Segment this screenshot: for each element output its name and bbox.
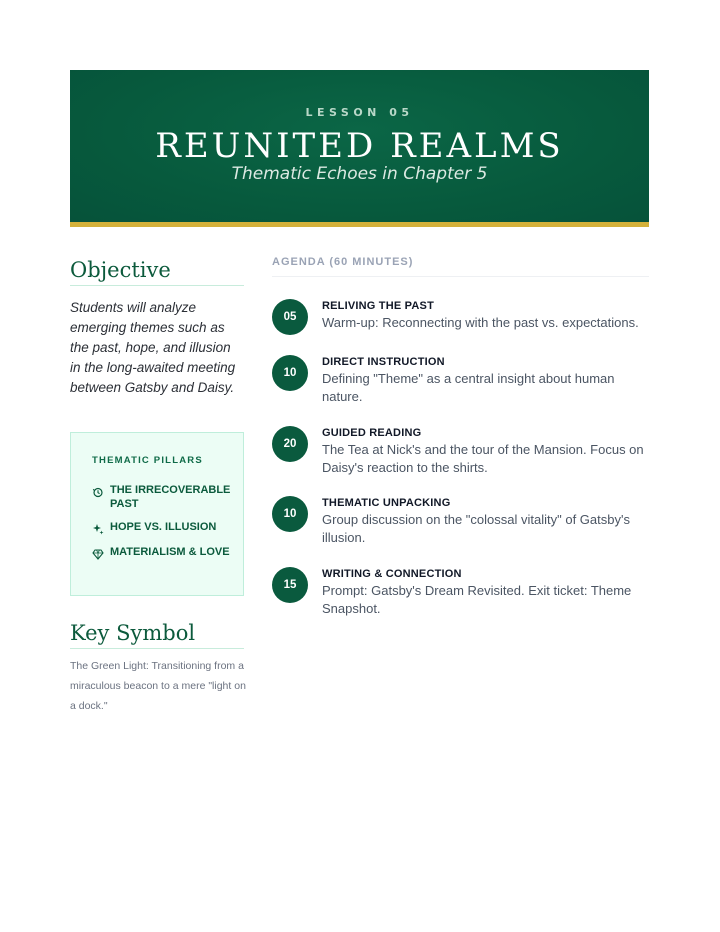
minutes-badge: 20	[272, 426, 308, 462]
pillar-label: HOPE VS. ILLUSION	[110, 521, 217, 533]
agenda-item-title: WRITING & CONNECTION	[322, 568, 462, 580]
thematic-pillars-box	[70, 432, 244, 596]
key-symbol-heading: Key Symbol	[70, 621, 244, 649]
pillar-item-hope	[92, 520, 232, 534]
agenda	[272, 256, 649, 616]
history-icon	[92, 485, 104, 497]
agenda-item-desc: Defining "Theme" as a central insight about human nature.	[322, 371, 615, 404]
minutes-badge: 10	[272, 355, 308, 391]
pillar-label: MATERIALISM & LOVE	[110, 546, 230, 558]
lesson-title: REUNITED REALMS	[155, 126, 564, 166]
agenda-item-title: THEMATIC UNPACKING	[322, 497, 451, 509]
sparkle-icon	[92, 522, 104, 534]
pillar-label: THE IRRECOVERABLE PAST	[110, 484, 231, 510]
pillar-item-materialism	[92, 545, 232, 559]
agenda-heading: AGENDA (60 MINUTES)	[272, 256, 649, 277]
gem-icon	[92, 547, 104, 559]
lesson-subtitle: Thematic Echoes in Chapter 5	[231, 164, 488, 184]
lesson-header	[70, 70, 649, 227]
agenda-item-desc: Prompt: Gatsby's Dream Revisited. Exit ticket: Theme Snapshot.	[322, 583, 632, 616]
objective-heading: Objective	[70, 258, 244, 286]
minutes-badge: 10	[272, 496, 308, 532]
pillar-item-past	[92, 483, 232, 511]
key-symbol-text: The Green Light: Transitioning from a miraculous beacon to a mere "light on a dock."	[70, 660, 246, 712]
agenda-item-title: GUIDED READING	[322, 427, 422, 439]
agenda-item-desc: Warm-up: Reconnecting with the past vs. expectations.	[322, 315, 639, 330]
agenda-item-title: DIRECT INSTRUCTION	[322, 356, 445, 368]
objective-text: Students will analyze emerging themes such as the past, hope, and illusion in the long-awaited meeting between Gatsby and Daisy.	[70, 300, 236, 395]
agenda-item-desc: Group discussion on the "colossal vitality" of Gatsby's illusion.	[322, 512, 630, 545]
minutes-badge: 15	[272, 567, 308, 603]
thematic-pillars-heading: THEMATIC PILLARS	[92, 455, 203, 466]
agenda-item-title: RELIVING THE PAST	[322, 300, 434, 312]
agenda-item-desc: The Tea at Nick's and the tour of the Mansion. Focus on Daisy's reaction to the shirts.	[322, 442, 644, 475]
lesson-number: LESSON 05	[305, 106, 414, 119]
minutes-badge: 05	[272, 299, 308, 335]
left-column	[70, 258, 246, 712]
